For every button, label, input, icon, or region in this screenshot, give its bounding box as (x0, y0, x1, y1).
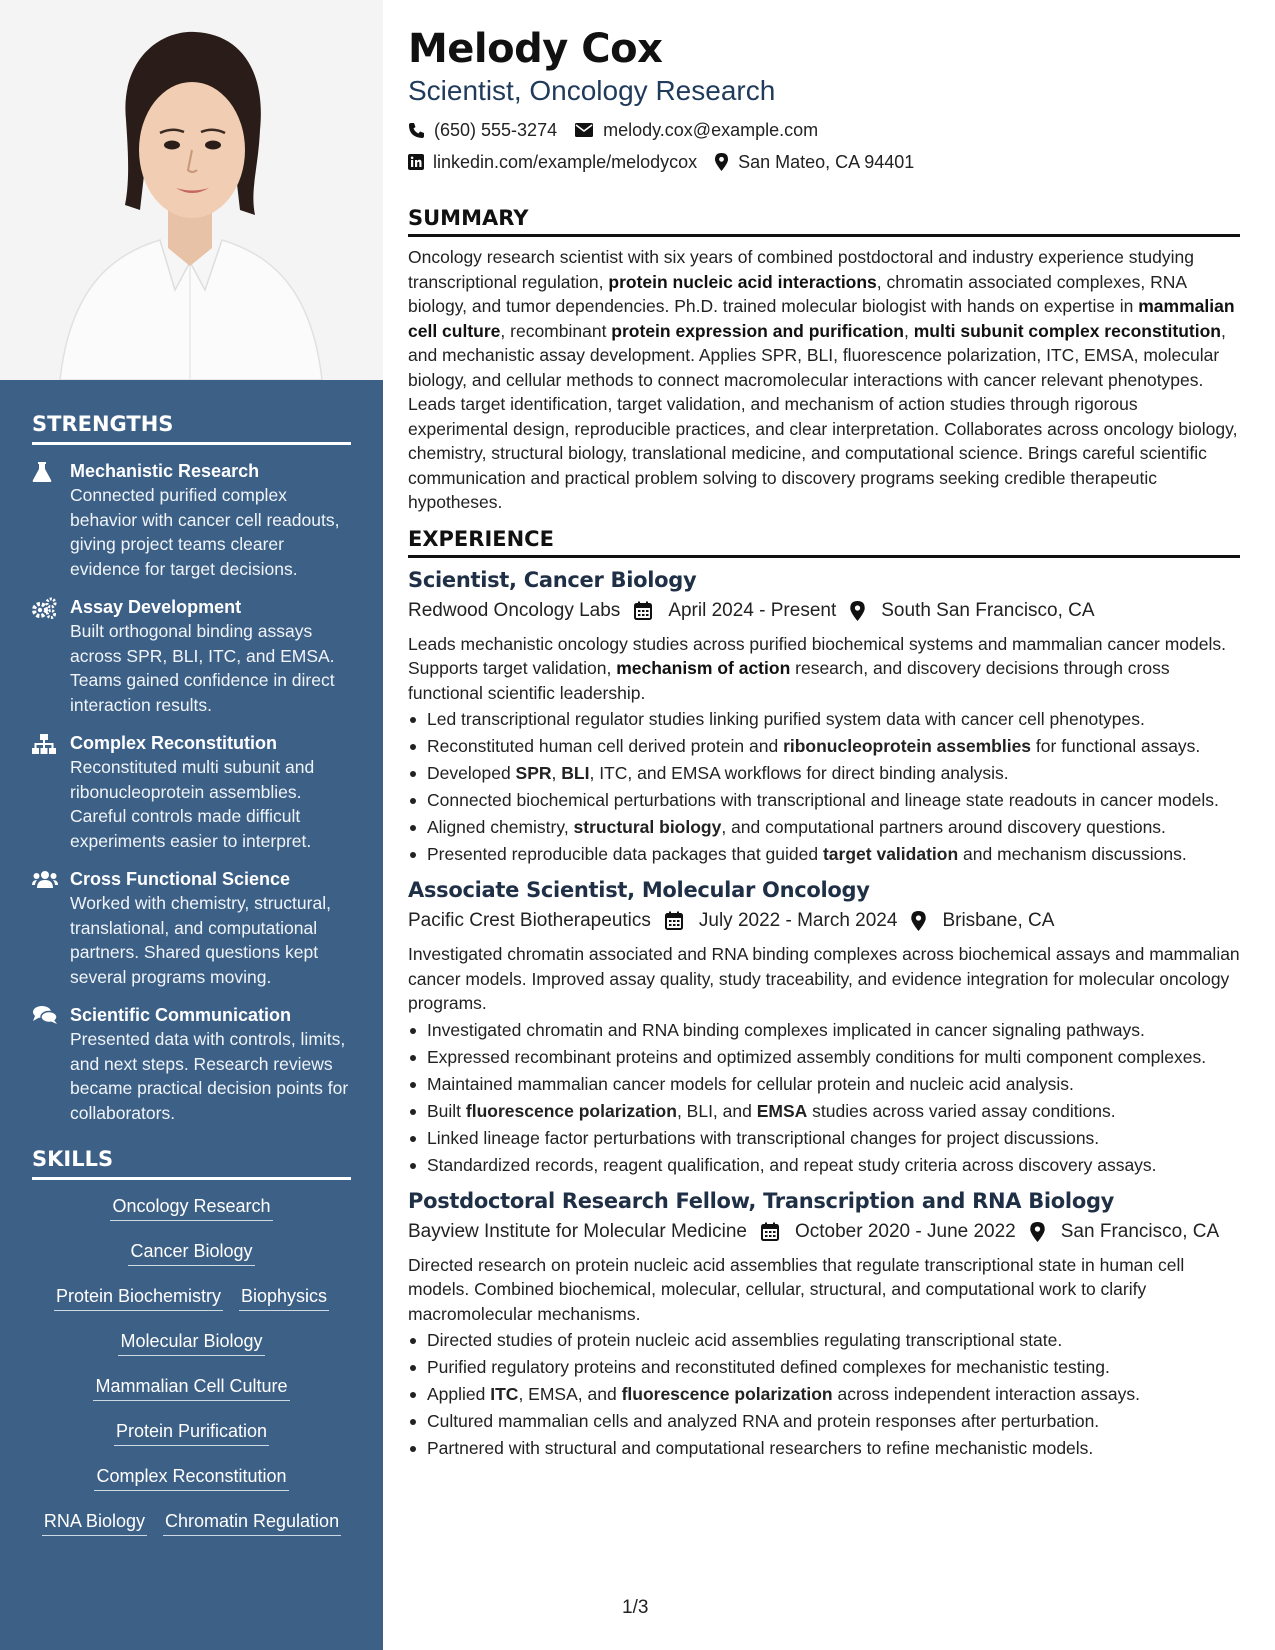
job-entry (408, 566, 1240, 867)
bold-text: protein expression and purification (611, 320, 904, 341)
text-run: , ITC, and EMSA workflows for direct binding analysis. (589, 763, 1009, 783)
phone-contact (408, 120, 557, 141)
linkedin-icon (408, 154, 429, 170)
text-run: Standardized records, reagent qualification, and repeat study criteria across discovery assays. (427, 1154, 1157, 1175)
bullet-item (408, 815, 1240, 839)
experience-heading: EXPERIENCE (408, 527, 1240, 558)
bold-text: fluorescence polarization (465, 1100, 677, 1121)
text-run: for functional assays. (1031, 736, 1201, 756)
job-dates (665, 908, 898, 934)
bullet-item (408, 1328, 1240, 1352)
bullet-item (408, 1382, 1240, 1406)
location-text: San Mateo, CA 94401 (738, 151, 915, 172)
job-description (408, 1253, 1240, 1327)
bold-text: ITC (490, 1384, 519, 1404)
company-name: Redwood Oncology Labs (408, 599, 621, 621)
skill-tag: Protein Purification (114, 1421, 269, 1446)
bold-text: structural biology (573, 817, 722, 837)
text-run: Linked lineage factor perturbations with transcriptional changes for project discussions. (427, 1127, 1100, 1148)
text-run: Aligned chemistry, (427, 817, 574, 837)
map-pin-icon (715, 153, 733, 171)
text-run: Built (427, 1100, 466, 1121)
bullet-item (408, 1099, 1240, 1123)
bold-text: EMSA (756, 1100, 808, 1121)
gears-icon (32, 595, 70, 619)
text-run: , EMSA, and (518, 1384, 622, 1404)
users-icon (32, 867, 70, 889)
flask-icon (32, 459, 70, 483)
text-run: and mechanism discussions. (958, 844, 1187, 864)
strength-item (32, 1003, 351, 1125)
text-run: studies across varied assay conditions. (807, 1100, 1116, 1121)
strength-item (32, 459, 351, 581)
bold-text: fluorescence polarization (621, 1384, 833, 1404)
profile-photo (0, 0, 383, 380)
text-run: Led transcriptional regulator studies linking purified system data with cancer cell phenotypes. (427, 709, 1145, 729)
job-meta (408, 908, 1240, 934)
bold-text: BLI (561, 763, 590, 783)
strength-title: Cross Functional Science (70, 869, 291, 889)
map-pin-icon (911, 908, 934, 931)
job-dates-text: July 2022 - March 2024 (698, 910, 898, 931)
location-contact (715, 152, 914, 173)
bullet-item (408, 761, 1240, 785)
text-run: , (551, 763, 562, 783)
job-dates (761, 1219, 1016, 1245)
job-bullets (408, 707, 1240, 866)
bullet-item (408, 1018, 1240, 1042)
skill-tag: Oncology Research (110, 1196, 272, 1221)
strength-description: Worked with chemistry, structural, translational, and computational partners. Shared questions kept several programs moving. (70, 893, 331, 987)
strength-item (32, 731, 351, 853)
bold-text: protein nucleic acid interactions (608, 271, 877, 292)
envelope-icon (575, 123, 598, 137)
bullet-item (408, 1045, 1240, 1069)
text-run: Maintained mammalian cancer models for cellular protein and nucleic acid analysis. (427, 1073, 1074, 1094)
text-run: , (903, 320, 914, 341)
company-name: Bayview Institute for Molecular Medicine (408, 1220, 747, 1242)
job-meta (408, 1219, 1240, 1245)
text-run: , BLI, and (676, 1100, 757, 1121)
job-location (850, 598, 1226, 624)
linkedin-text[interactable]: linkedin.com/example/melodycox (433, 151, 698, 172)
company-name: Pacific Crest Biotherapeutics (408, 910, 651, 931)
text-run: Developed (427, 763, 516, 783)
bullet-item (408, 1072, 1240, 1096)
email-text[interactable]: melody.cox@example.com (603, 119, 819, 140)
bold-text: mammalian cell culture (408, 296, 1235, 341)
bullet-item (408, 1153, 1240, 1177)
bold-text: mechanism of action (616, 658, 791, 678)
skill-tag: Complex Reconstitution (94, 1466, 288, 1491)
calendar-icon (665, 908, 691, 930)
job-entry (408, 876, 1240, 1177)
strength-title: Assay Development (70, 597, 242, 617)
strength-title: Scientific Communication (70, 1005, 292, 1025)
text-run: Partnered with structural and computational researchers to refine mechanistic models. (427, 1438, 1094, 1458)
text-run: Applied (427, 1384, 491, 1404)
job-location (911, 908, 1226, 934)
text-run: , chromatin associated complexes, RNA biology, and tumor dependencies. Ph.D. trained molecular biologist with hands on expertise in (408, 271, 1187, 316)
job-bullets (408, 1328, 1240, 1460)
skills-list (32, 1192, 351, 1552)
comments-icon (32, 1003, 70, 1025)
sidebar (0, 0, 383, 1650)
job-location (1030, 1219, 1226, 1245)
text-run: Leads mechanistic oncology studies across purified biochemical systems and mammalian cancer models. Supports target validation, (408, 633, 1227, 678)
bullet-item (408, 842, 1240, 866)
skill-tag: Biophysics (239, 1286, 329, 1311)
bullet-item (408, 1126, 1240, 1150)
bold-text: ribonucleoprotein assemblies (783, 736, 1032, 756)
bullet-item (408, 734, 1240, 758)
calendar-icon (761, 1219, 787, 1241)
candidate-name: Melody Cox (408, 26, 663, 72)
text-run: Purified regulatory proteins and reconstituted defined complexes for mechanistic testing. (427, 1357, 1110, 1377)
skill-tag: Molecular Biology (118, 1331, 264, 1356)
skills-heading: SKILLS (32, 1147, 351, 1180)
bold-text: multi subunit complex reconstitution (913, 320, 1221, 341)
main-content (408, 24, 1240, 1463)
job-location-text: San Francisco, CA (1060, 1220, 1220, 1242)
job-dates (634, 598, 836, 624)
text-run: , and computational partners around discovery questions. (721, 817, 1166, 837)
job-title: Scientist, Cancer Biology (408, 567, 697, 592)
text-run: Oncology research scientist with six years of combined postdoctoral and industry experience studying transcriptional regulation, (408, 247, 1194, 292)
job-location-text: South San Francisco, CA (881, 599, 1095, 621)
bold-text: SPR (515, 763, 552, 783)
bullet-item (408, 1436, 1240, 1460)
text-run: Investigated chromatin associated and RNA binding complexes across biochemical assays and mammalian cancer models. Improved assay quality, study traceability, and evidence integration for molecular oncology programs. (408, 944, 1240, 1013)
text-run: Investigated chromatin and RNA binding complexes implicated in cancer signaling pathways. (427, 1019, 1145, 1040)
sitemap-icon (32, 731, 70, 755)
candidate-title: Scientist, Oncology Research (408, 75, 776, 106)
strength-title: Complex Reconstitution (70, 733, 278, 753)
bullet-item (408, 707, 1240, 731)
text-run: Connected biochemical perturbations with transcriptional and lineage state readouts in cancer models. (427, 790, 1219, 810)
job-meta (408, 598, 1240, 624)
job-description (408, 942, 1240, 1016)
skill-tag: Mammalian Cell Culture (93, 1376, 289, 1401)
phone-icon (408, 122, 430, 139)
text-run: Expressed recombinant proteins and optimized assembly conditions for multi component complexes. (427, 1046, 1207, 1067)
strength-item (32, 595, 351, 717)
bullet-item (408, 788, 1240, 812)
strength-item (32, 867, 351, 989)
text-run: Reconstituted human cell derived protein and (427, 736, 784, 756)
summary-heading: SUMMARY (408, 206, 1240, 237)
text-run: Directed studies of protein nucleic acid assemblies regulating transcriptional state. (427, 1330, 1063, 1350)
job-description (408, 632, 1240, 706)
strength-description: Connected purified complex behavior with cancer cell readouts, giving project teams clearer evidence for target decisions. (70, 485, 340, 579)
text-run: Cultured mammalian cells and analyzed RNA and protein responses after perturbation. (427, 1411, 1100, 1431)
job-entry (408, 1187, 1240, 1461)
text-run: research, and discovery decisions through cross functional scientific leadership. (408, 658, 1170, 703)
job-dates-text: April 2024 - Present (668, 599, 837, 621)
contact-row (408, 118, 1240, 142)
skill-tag: Chromatin Regulation (163, 1511, 341, 1536)
text-run: Directed research on protein nucleic acid assemblies that regulate transcriptional state in human cell models. Combined biochemical, molecular, cellular, structural, and computational work to clarify macromolecular mechanisms. (408, 1254, 1185, 1324)
email-contact[interactable] (575, 120, 818, 141)
skill-tag: RNA Biology (42, 1511, 147, 1536)
contact-row (408, 150, 1240, 174)
skill-tag: Cancer Biology (128, 1241, 254, 1266)
job-title: Associate Scientist, Molecular Oncology (408, 878, 870, 902)
skill-tag: Protein Biochemistry (54, 1286, 223, 1311)
strength-description: Built orthogonal binding assays across SPR, BLI, ITC, and EMSA. Teams gained confidence in direct interaction results. (70, 621, 335, 715)
text-run: , recombinant (500, 320, 612, 341)
page-number: 1/3 (622, 1597, 649, 1618)
job-bullets (408, 1018, 1240, 1177)
map-pin-icon (850, 598, 873, 621)
job-dates-text: October 2020 - June 2022 (794, 1220, 1016, 1242)
summary-text (408, 245, 1240, 515)
text-run: across independent interaction assays. (832, 1384, 1140, 1404)
bullet-item (408, 1409, 1240, 1433)
strengths-heading: STRENGTHS (32, 412, 351, 445)
strength-description: Presented data with controls, limits, and next steps. Research reviews became practical decision points for collaborators. (70, 1029, 349, 1123)
strength-description: Reconstituted multi subunit and ribonucleoprotein assemblies. Careful controls made difficult experiments easier to interpret. (70, 757, 315, 851)
linkedin-contact[interactable] (408, 152, 697, 173)
phone-text: (650) 555-3274 (434, 119, 558, 140)
experience-list (408, 566, 1240, 1461)
job-title: Postdoctoral Research Fellow, Transcription and RNA Biology (408, 1188, 1115, 1213)
calendar-icon (634, 598, 660, 620)
map-pin-icon (1030, 1219, 1053, 1242)
job-location-text: Brisbane, CA (942, 910, 1055, 931)
text-run: , and mechanistic assay development. Applies SPR, BLI, fluorescence polarization, ITC, EMSA, molecular biology, and cellular methods to connect macromolecular interactions with cancer relevant phenotypes. Leads target identification, target validation, and mechanism of action studies through rigorous experimental design, reproducible practices, and clear interpretation. Collaborates across oncology biology, chemistry, structural biology, translational medicine, and computational science. Brings careful scientific communication and practical problem solving to discovery programs seeking credible therapeutic hypotheses. (408, 320, 1238, 512)
bold-text: target validation (822, 844, 959, 864)
bullet-item (408, 1355, 1240, 1379)
sidebar-content (32, 412, 351, 1552)
text-run: Presented reproducible data packages that guided (427, 844, 823, 864)
strength-title: Mechanistic Research (70, 461, 260, 481)
